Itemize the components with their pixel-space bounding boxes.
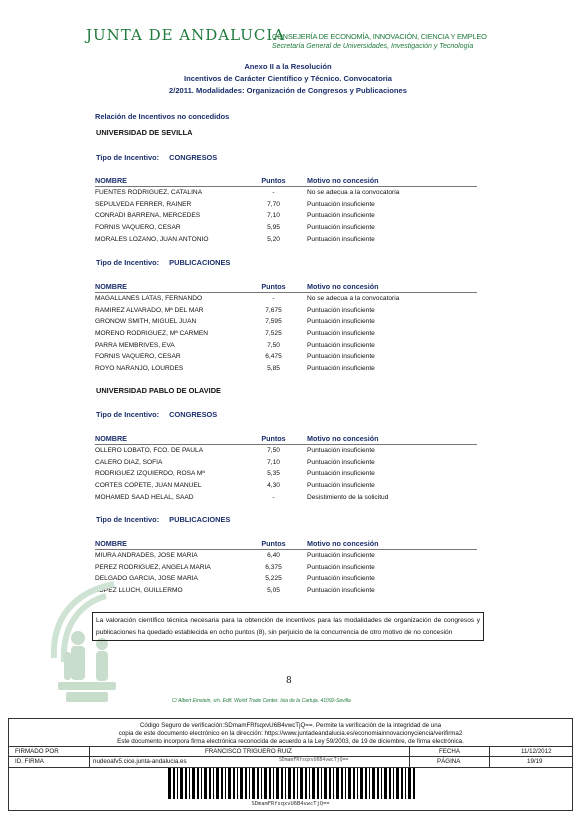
tipo-incentivo [96, 410, 217, 419]
cell-name: GRONOW SMITH, MIGUEL JUAN [95, 318, 197, 326]
tipo-value: CONGRESOS [169, 410, 218, 419]
incentives-table [95, 174, 477, 245]
andalucia-emblem-icon [44, 578, 122, 720]
title-line-1: Anexo II a la Resolución [244, 62, 332, 71]
cell-name: MORENO RODRIGUEZ, Mª CARMEN [95, 330, 209, 338]
table-row [95, 339, 477, 351]
cell-name: RODRIGUEZ IZQUIERDO, ROSA Mª [95, 470, 205, 478]
tipo-value: CONGRESOS [169, 153, 218, 162]
cell-points: 6,475 [265, 353, 282, 361]
col-header-reason: Motivo no concesión [307, 537, 477, 550]
cell-points: 7,50 [267, 447, 280, 455]
cell-reason: Puntuación insuficiente [307, 235, 375, 243]
cell-name: MIURA ANDRADES, JOSE MARIA [95, 552, 198, 560]
table-row [95, 233, 477, 245]
verification-line: Este documento incorpora firma electrónica reconocida de acuerdo a la Ley 59/2003, de 19 de diciembre, de firma electrónica. [117, 738, 464, 745]
cell-name: FORNIS VAQUERO, CESAR [95, 224, 181, 232]
cell-name: CALERO DIAZ, SOFIA [95, 458, 163, 466]
table-row [95, 457, 477, 469]
page-number: 8 [286, 676, 292, 686]
cell-reason: Puntuación insuficiente [307, 353, 375, 361]
cell-name: MOHAMED SAAD HELAL, SAAD [95, 493, 194, 501]
table-row [95, 363, 477, 375]
table-row [95, 199, 477, 211]
table-row [95, 187, 477, 199]
cell-reason: Puntuación insuficiente [307, 224, 375, 232]
university-name: UNIVERSIDAD PABLO DE OLAVIDE [96, 386, 221, 395]
cell-reason: Puntuación insuficiente [307, 482, 375, 490]
id-firma-label: ID. FIRMA [15, 758, 44, 765]
table-row [95, 210, 477, 222]
col-header-points: Puntos [240, 432, 307, 445]
cell-name: RAMIREZ ALVARADO, Mª DEL MAR [95, 306, 204, 314]
fecha-value: 11/12/2012 [521, 748, 552, 755]
table-row [95, 468, 477, 480]
cell-points: 7,595 [265, 318, 282, 326]
tipo-label: Tipo de Incentivo: [96, 153, 160, 162]
tipo-value: PUBLICACIONES [169, 258, 231, 267]
table-row [95, 573, 477, 585]
table-row [95, 585, 477, 597]
cell-name: PARRA MEMBRIVES, EVA [95, 341, 175, 349]
cell-points: - [272, 189, 275, 197]
pagina-label: PÁGINA [437, 758, 461, 765]
relacion-heading: Relación de Incentivos no concedidos [95, 112, 230, 121]
cell-reason: Puntuación insuficiente [307, 563, 375, 571]
verification-line: copia de este documento electrónico en la dirección: https://www.juntadeandalucia.es/economiainnovacionyciencia/verifirma2 [118, 730, 463, 737]
verification-text [9, 722, 572, 746]
signature-footer [8, 718, 573, 811]
cell-points: 5,05 [267, 587, 280, 595]
cell-reason: Puntuación insuficiente [307, 575, 375, 583]
cell-points: 7,525 [265, 330, 282, 338]
cell-reason: Puntuación insuficiente [307, 458, 375, 466]
cell-reason: Puntuación insuficiente [307, 330, 375, 338]
cell-points: 5,35 [267, 470, 280, 478]
cell-reason: Puntuación insuficiente [307, 470, 375, 478]
cell-points: 5,95 [267, 224, 280, 232]
table-row [95, 293, 477, 305]
tipo-label: Tipo de Incentivo: [96, 515, 160, 524]
cell-points: 4,30 [267, 482, 280, 490]
title-line-3: 2/2011. Modalidades: Organización de Congresos y Publicaciones [168, 86, 407, 95]
cell-reason: Puntuación insuficiente [307, 341, 375, 349]
table-row [95, 351, 477, 363]
cell-points: 5,20 [267, 235, 280, 243]
firmado-value: FRANCISCO TRIGUERO RUIZ [205, 748, 292, 755]
id-firma-code: SDmamFRfsqxvU6B4vwcTjQ== [279, 758, 349, 763]
table-row [95, 445, 477, 457]
pagina-value: 19/19 [527, 758, 543, 765]
cell-name: SEPULVEDA FERRER, RAINER [95, 200, 192, 208]
cell-points: 5,225 [265, 575, 282, 583]
col-header-name: NOMBRE [95, 280, 240, 293]
table-row [95, 480, 477, 492]
id-firma-row [9, 756, 572, 768]
table-row [95, 328, 477, 340]
cell-name: FORNIS VAQUERO, CESAR [95, 353, 181, 361]
cell-points: 6,375 [265, 563, 282, 571]
cell-reason: Puntuación insuficiente [307, 200, 375, 208]
cell-points: - [272, 295, 275, 303]
address: C/ Albert Einstein, s/n. Edif. World Trade Center. Isla de la Cartuja. 41092-Sevilla [172, 698, 351, 704]
cell-name: FUENTES RODRIGUEZ, CATALINA [95, 189, 203, 197]
cell-points: - [272, 493, 275, 501]
table-row [95, 222, 477, 234]
cell-reason: Puntuación insuficiente [307, 212, 375, 220]
incentives-table [95, 280, 477, 374]
cell-name: OLLERO LOBATO, FCO. DE PAULA [95, 447, 204, 455]
cell-reason: Puntuación insuficiente [307, 318, 375, 326]
university-name: UNIVERSIDAD DE SEVILLA [96, 128, 193, 137]
tipo-value: PUBLICACIONES [169, 515, 231, 524]
cell-points: 7,50 [267, 341, 280, 349]
incentives-table [95, 537, 477, 596]
cell-name: LOPEZ LLUCH, GUILLERMO [95, 587, 183, 595]
cell-name: MAGALLANES LATAS, FERNANDO [95, 295, 203, 303]
tipo-incentivo [96, 515, 230, 524]
cell-points: 6,40 [267, 552, 280, 560]
col-header-points: Puntos [240, 280, 307, 293]
col-header-reason: Motivo no concesión [307, 432, 477, 445]
title-line-2: Incentivos de Carácter Científico y Técnico. Convocatoria [183, 74, 393, 83]
barcode-icon [168, 768, 418, 799]
col-header-points: Puntos [240, 174, 307, 187]
cell-points: 7,10 [267, 458, 280, 466]
col-header-name: NOMBRE [95, 432, 240, 445]
consejeria-name: CONSEJERÍA DE ECONOMÍA, INNOVACIÓN, CIENCIA Y EMPLEO [272, 32, 487, 41]
col-header-reason: Motivo no concesión [307, 280, 477, 293]
table-row [95, 305, 477, 317]
table-row [95, 550, 477, 562]
tipo-incentivo [96, 258, 230, 267]
cell-name: MORALES LOZANO, JUAN ANTONIO [95, 235, 209, 243]
table-row [95, 491, 477, 503]
fecha-label: FECHA [439, 748, 460, 755]
cell-points: 7,70 [267, 200, 280, 208]
tipo-label: Tipo de Incentivo: [96, 258, 160, 267]
secretaria-name: Secretaría General de Universidades, Investigación y Tecnología [272, 43, 474, 50]
cell-name: CORTES COPETE, JUAN MANUEL [95, 482, 202, 490]
firmado-label: FIRMADO POR [15, 748, 59, 755]
col-header-name: NOMBRE [95, 174, 240, 187]
cell-reason: Puntuación insuficiente [307, 447, 375, 455]
tipo-label: Tipo de Incentivo: [96, 410, 160, 419]
col-header-points: Puntos [240, 537, 307, 550]
verification-line: Código Seguro de verificación:SDmamFRfsqxvU6B4vwcTjQ==. Permite la verificación de la integridad de una [139, 722, 442, 729]
col-header-name: NOMBRE [95, 537, 240, 550]
cell-name: DELGADO GARCIA, JOSE MARIA [95, 575, 198, 583]
incentives-table [95, 432, 477, 503]
col-header-reason: Motivo no concesión [307, 174, 477, 187]
table-row [95, 316, 477, 328]
cell-reason: Puntuación insuficiente [307, 552, 375, 560]
cell-reason: Puntuación insuficiente [307, 587, 375, 595]
cell-name: PEREZ RODRIGUEZ, ANGELA MARIA [95, 563, 211, 571]
id-firma-value: nudeoafv5.cice.junta-andalucia.es [93, 758, 187, 765]
cell-points: 5,85 [267, 364, 280, 372]
cell-reason: Puntuación insuficiente [307, 306, 375, 314]
tipo-incentivo [96, 153, 217, 162]
table-row [95, 562, 477, 574]
cell-reason: No se adecua a la convocatoria [307, 189, 400, 197]
cell-reason: Desistimiento de la solicitud [307, 493, 389, 501]
barcode-text: SDmamFRfsqxvU6B4vwcTjQ== [251, 801, 330, 807]
document-title [95, 61, 481, 97]
cell-reason: Puntuación insuficiente [307, 364, 375, 372]
cell-points: 7,10 [267, 212, 280, 220]
cell-name: ROYO NARANJO, LOURDES [95, 364, 184, 372]
valuation-note: La valoración científico técnica necesaria para la obtención de incentivos para las modalidades de organización de congresos y publicaciones ha quedado establecida en ocho puntos (8), sin perjuicio de la concurrencia de otro motivo de no concesión [92, 612, 484, 641]
cell-reason: No se adecua a la convocatoria [307, 295, 400, 303]
cell-points: 7,675 [265, 306, 282, 314]
junta-logo: JUNTA DE ANDALUCIA [86, 26, 286, 44]
cell-name: CONRADI BARRENA, MERCEDES [95, 212, 201, 220]
